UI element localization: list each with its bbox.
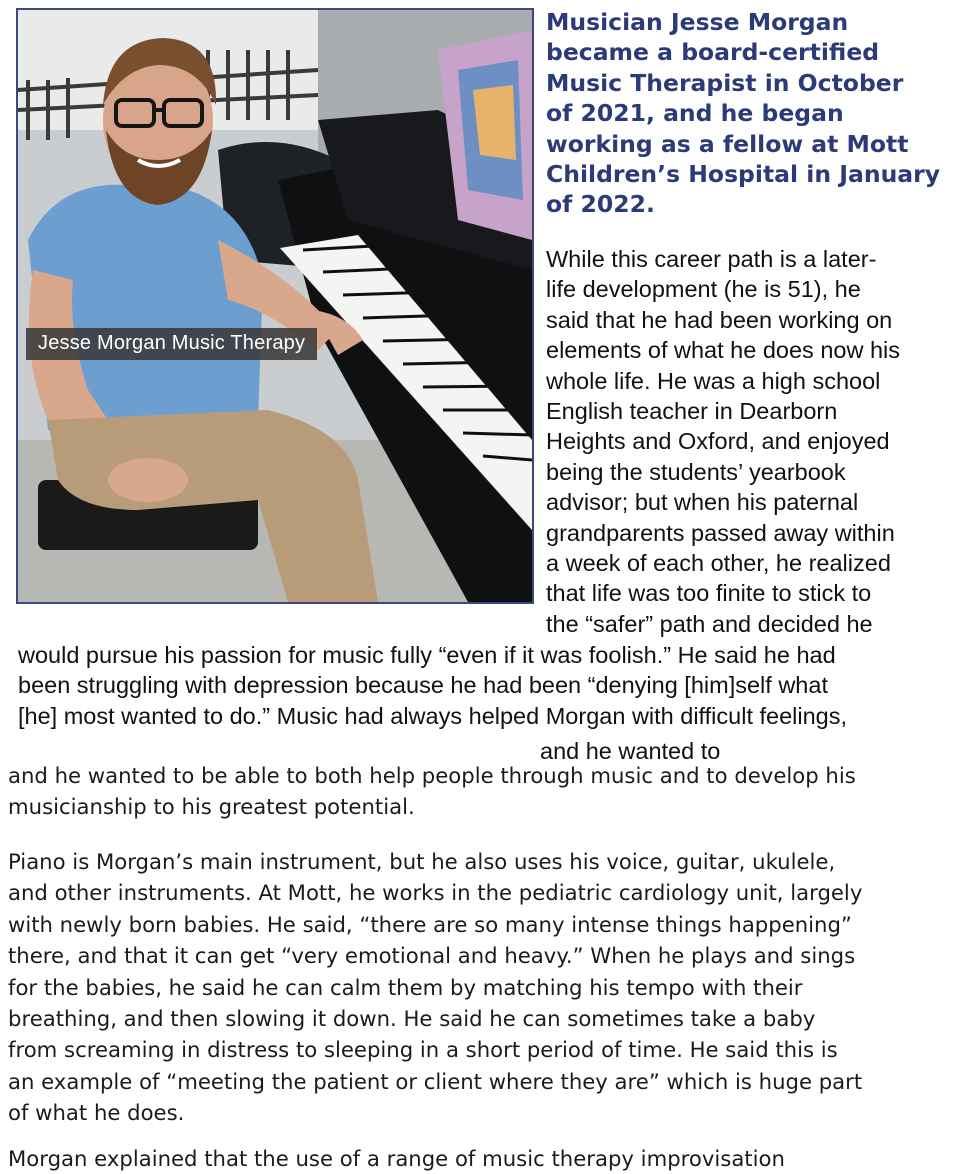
headline-line: became a board-certified [546,38,880,67]
cut-off-text: Morgan explained that the use of a range of music therapy improvisation [8,1146,785,1171]
column-line: a week of each other, he realized [546,550,891,577]
article-line: from screaming in distress to sleeping in a short period of time. He said this is [8,1037,838,1063]
headline-line: working as a fellow at Mott [546,129,909,158]
article-line: for the babies, he said he can calm them by matching his tempo with their [8,974,803,1000]
headline-line: Music Therapist in October [546,68,904,97]
column-line: While this career path is a later- [546,246,877,272]
column-paragraph [546,244,946,639]
headline [546,7,946,220]
article-photo [16,8,534,604]
article-line: breathing, and then slowing it down. He said he can sometimes take a baby [8,1006,816,1032]
article-line: of what he does. [8,1100,185,1126]
column-line: whole life. He was a high school [546,367,881,394]
column-line: the “safer” path and decided he [546,610,873,637]
wide-line: [he] most wanted to do.” Music had always helped Morgan with difficult feelings, [18,702,848,729]
column-line: life development (he is 51), he [546,276,861,303]
article-paragraph-2 [8,846,948,1129]
article-line: Piano is Morgan’s main instrument, but he also uses his voice, guitar, ukulele, [8,849,836,874]
article-line: musicianship to his greatest potential. [8,794,415,820]
column-line: said that he had been working on [546,306,893,333]
headline-line: of 2021, and he began [546,99,844,128]
article-line: and he wanted to be able to both help people through music and to develop his [8,763,856,788]
article-line: and other instruments. At Mott, he works in the pediatric cardiology unit, largely [8,880,863,906]
article-line: an example of “meeting the patient or client where they are” which is huge part [8,1068,863,1094]
wide-paragraph [18,640,946,731]
headline-line: Children’s Hospital in January [546,160,941,189]
wide-line: been struggling with depression because he had been “denying [him]self what [18,672,828,699]
article-line: there, and that it can get “very emotional and heavy.” When he plays and sings [8,943,856,969]
column-line: elements of what he does now his [546,337,901,364]
column-line: English teacher in Dearborn [546,398,838,425]
photo-of-man-at-piano-icon [18,10,532,602]
column-line: being the students’ yearbook [546,458,846,485]
wide-line: would pursue his passion for music fully “even if it was foolish.” He said he had [18,642,836,668]
cut-off-bottom-line [8,1141,948,1171]
cut-off-text: and he wanted to [540,738,721,764]
column-line: grandparents passed away within [546,519,895,546]
column-line: that life was too finite to stick to [546,580,872,607]
cut-off-line [0,730,954,764]
article-paragraph-1 [8,760,948,823]
photo-caption: Jesse Morgan Music Therapy [26,328,317,360]
headline-line: of 2022. [546,190,655,219]
article-line: with newly born babies. He said, “there are so many intense things happening” [8,911,852,937]
headline-line: Musician Jesse Morgan [546,8,849,36]
column-line: Heights and Oxford, and enjoyed [546,428,890,455]
column-line: advisor; but when his paternal [546,489,859,516]
